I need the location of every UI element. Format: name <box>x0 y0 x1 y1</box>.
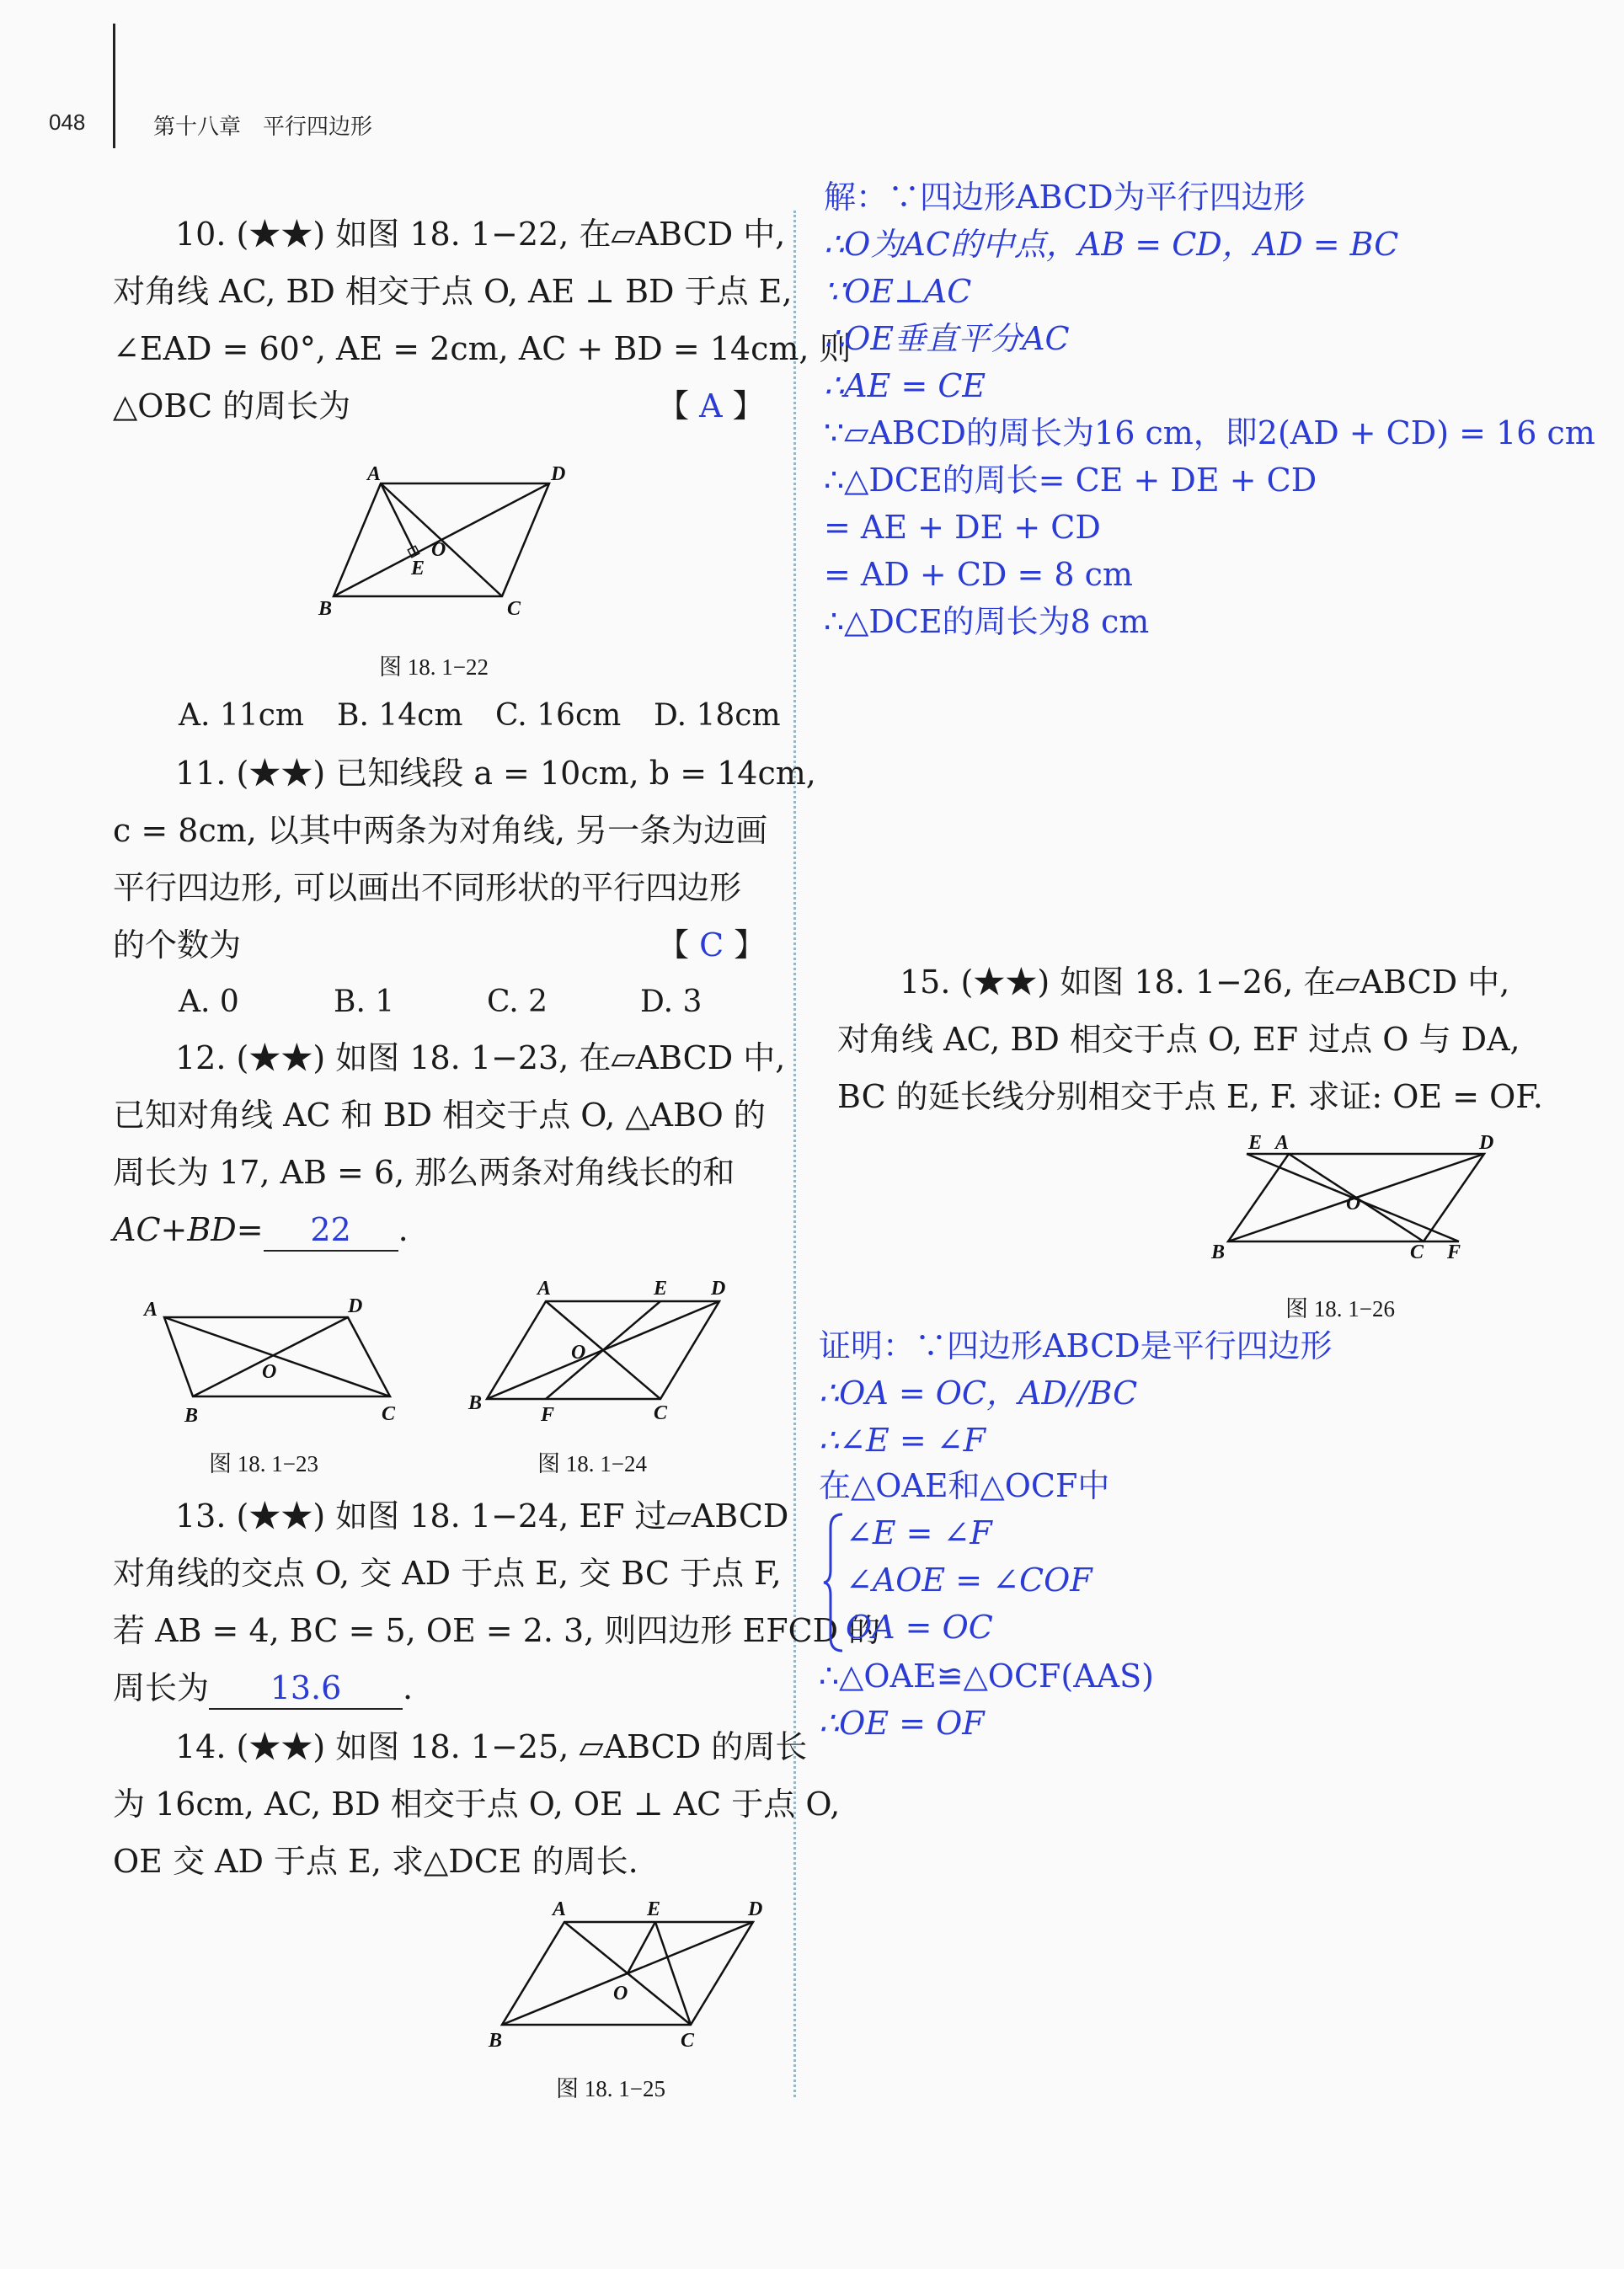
q15-solution-line-2: ∴OA = OC，AD//BC <box>819 1375 1138 1412</box>
q14-solution-line-8: = AE + DE + CD <box>824 509 1101 546</box>
figure-18-1-24 <box>462 1268 748 1428</box>
q15-line-2: 对角线 AC, BD 相交于点 O, EF 过点 O 与 DA, <box>837 1021 1520 1058</box>
q10-option-a: A. 11cm <box>179 698 304 733</box>
fig26-label-F: F <box>1447 1241 1461 1263</box>
figure-18-1-23 <box>139 1289 417 1432</box>
fig25-label-E: E <box>647 1898 661 1920</box>
q11-option-c: C. 2 <box>487 985 548 1019</box>
q13-line-3: 若 AB = 4, BC = 5, OE = 2. 3, 则四边形 EFCD 的 <box>113 1612 881 1649</box>
fig22-label-A: A <box>367 463 382 485</box>
fig22-label-D: D <box>551 463 566 485</box>
fig26-label-O: O <box>1346 1193 1361 1215</box>
q10-option-d: D. 18cm <box>654 698 781 733</box>
fig22-label-C: C <box>507 598 521 620</box>
fig26-label-C: C <box>1410 1241 1424 1263</box>
fig25-label-D: D <box>748 1898 763 1920</box>
q15-solution-line-3: ∴∠E = ∠F <box>819 1422 986 1459</box>
q15-solution-line-6: ∴OE = OF <box>819 1705 985 1742</box>
fig22-label-E: E <box>411 558 425 579</box>
q14-solution-line-10: ∴△DCE的周长为8 cm <box>824 603 1150 640</box>
q15-brace-line-1: ∠E = ∠F <box>846 1514 992 1551</box>
fig25-label-A: A <box>553 1898 567 1920</box>
q12-line-3: 周长为 17, AB = 6, 那么两条对角线长的和 <box>113 1154 735 1191</box>
q11-option-d: D. 3 <box>640 985 702 1019</box>
fig26-label-A: A <box>1275 1132 1290 1154</box>
q12-line-4-prefix: AC+BD= <box>113 1211 264 1248</box>
fig26-label-D: D <box>1479 1132 1494 1154</box>
page-number: 048 <box>49 109 86 135</box>
q15-line-3: BC 的延长线分别相交于点 E, F. 求证: OE = OF. <box>837 1078 1543 1115</box>
fig26-label-E: E <box>1248 1132 1263 1154</box>
q10-answer: A <box>699 387 723 424</box>
fig25-label-B: B <box>489 2030 503 2052</box>
fig23-label-O: O <box>262 1361 277 1383</box>
q15-solution-line-5: ∴△OAE≌△OCF(AAS) <box>819 1658 1154 1695</box>
q14-solution-line-6: ∵▱ABCD的周长为16 cm，即2(AD + CD) = 16 cm <box>824 414 1595 451</box>
fig22-label-B: B <box>318 598 333 620</box>
q10-option-c: C. 16cm <box>495 698 622 733</box>
figure-18-1-23-caption: 图 18. 1−23 <box>209 1451 318 1476</box>
q10-line-1: 10. (★★) 如图 18. 1−22, 在▱ABCD 中, <box>175 216 786 253</box>
q12-line-4: AC+BD= 22 . <box>113 1201 409 1258</box>
q10-line-4: △OBC 的周长为 <box>113 387 351 424</box>
figure-18-1-22 <box>312 455 573 623</box>
figure-18-1-26 <box>1196 1129 1516 1272</box>
q14-solution-line-5: ∴AE = CE <box>824 367 986 404</box>
q13-line-4: 周长为 13.6 . <box>113 1659 413 1716</box>
q11-option-a: A. 0 <box>179 985 239 1019</box>
figure-18-1-25-caption: 图 18. 1−25 <box>556 2076 665 2101</box>
q11-line-3: 平行四边形, 可以画出不同形状的平行四边形 <box>113 869 742 906</box>
q14-solution-line-9: = AD + CD = 8 cm <box>824 556 1133 593</box>
fig23-label-A: A <box>144 1299 158 1321</box>
fig24-label-D: D <box>711 1278 726 1300</box>
q12-line-1: 12. (★★) 如图 18. 1−23, 在▱ABCD 中, <box>175 1039 786 1076</box>
fig23-label-D: D <box>348 1295 363 1317</box>
q15-solution-line-4: 在△OAE和△OCF中 <box>819 1467 1110 1504</box>
q12-line-2: 已知对角线 AC 和 BD 相交于点 O, △ABO 的 <box>113 1097 766 1134</box>
figure-18-1-24-caption: 图 18. 1−24 <box>537 1451 647 1476</box>
q11-answer-bracket: 【 C 】 <box>657 926 767 964</box>
fig26-label-B: B <box>1211 1241 1226 1263</box>
q11-line-1: 11. (★★) 已知线段 a = 10cm, b = 14cm, <box>175 755 816 792</box>
q11-option-b: B. 1 <box>334 985 395 1019</box>
fig24-label-F: F <box>541 1404 555 1426</box>
q13-line-4-prefix: 周长为 <box>113 1669 210 1706</box>
q10-line-3: ∠EAD = 60°, AE = 2cm, AC + BD = 14cm, 则 <box>113 330 852 367</box>
q14-line-3: OE 交 AD 于点 E, 求△DCE 的周长. <box>113 1843 638 1880</box>
q14-line-1: 14. (★★) 如图 18. 1−25, ▱ABCD 的周长 <box>175 1728 808 1765</box>
q14-solution-line-7: ∴△DCE的周长= CE + DE + CD <box>824 462 1317 499</box>
q11-line-4: 的个数为 <box>113 926 242 964</box>
fig25-label-C: C <box>681 2030 695 2052</box>
q14-solution-line-2: ∴O为AC的中点，AB = CD，AD = BC <box>824 226 1399 263</box>
q15-solution-brace <box>822 1511 847 1654</box>
fig23-label-B: B <box>184 1405 199 1427</box>
page-header-rule <box>113 24 115 148</box>
q14-solution-line-3: ∵OE⊥AC <box>824 273 972 310</box>
q15-line-1: 15. (★★) 如图 18. 1−26, 在▱ABCD 中, <box>900 964 1510 1001</box>
q14-solution-line-4: ∴OE垂直平分AC <box>824 320 1070 357</box>
figure-18-1-26-caption: 图 18. 1−26 <box>1285 1296 1395 1321</box>
fig24-label-B: B <box>468 1392 483 1414</box>
q14-line-2: 为 16cm, AC, BD 相交于点 O, OE ⊥ AC 于点 O, <box>113 1786 841 1823</box>
fig24-label-E: E <box>654 1278 668 1300</box>
figure-18-1-22-caption: 图 18. 1−22 <box>379 654 489 680</box>
fig24-label-C: C <box>654 1402 668 1424</box>
q12-answer: 22 <box>264 1209 398 1252</box>
q11-answer: C <box>699 926 724 964</box>
q10-answer-bracket: 【 A 】 <box>657 387 765 424</box>
q11-line-2: c = 8cm, 以其中两条为对角线, 另一条为边画 <box>113 812 768 849</box>
q15-solution-line-1: 证明：∵四边形ABCD是平行四边形 <box>819 1327 1333 1364</box>
q15-brace-line-2: ∠AOE = ∠COF <box>846 1562 1092 1599</box>
figure-18-1-25 <box>472 1887 775 2055</box>
q15-brace-line-3: OA = OC <box>846 1609 993 1646</box>
chapter-title: 第十八章 平行四边形 <box>153 114 373 139</box>
fig24-label-A: A <box>537 1278 552 1300</box>
q10-line-2: 对角线 AC, BD 相交于点 O, AE ⊥ BD 于点 E, <box>113 273 793 310</box>
q13-line-1: 13. (★★) 如图 18. 1−24, EF 过▱ABCD <box>175 1498 789 1535</box>
fig23-label-C: C <box>382 1403 396 1425</box>
q10-option-b: B. 14cm <box>337 698 463 733</box>
fig22-label-O: O <box>431 539 446 561</box>
q13-line-2: 对角线的交点 O, 交 AD 于点 E, 交 BC 于点 F, <box>113 1555 782 1592</box>
q14-solution-line-1: 解：∵四边形ABCD为平行四边形 <box>824 179 1306 216</box>
fig24-label-O: O <box>571 1342 586 1364</box>
fig25-label-O: O <box>613 1983 628 2005</box>
q13-answer: 13.6 <box>209 1668 403 1710</box>
